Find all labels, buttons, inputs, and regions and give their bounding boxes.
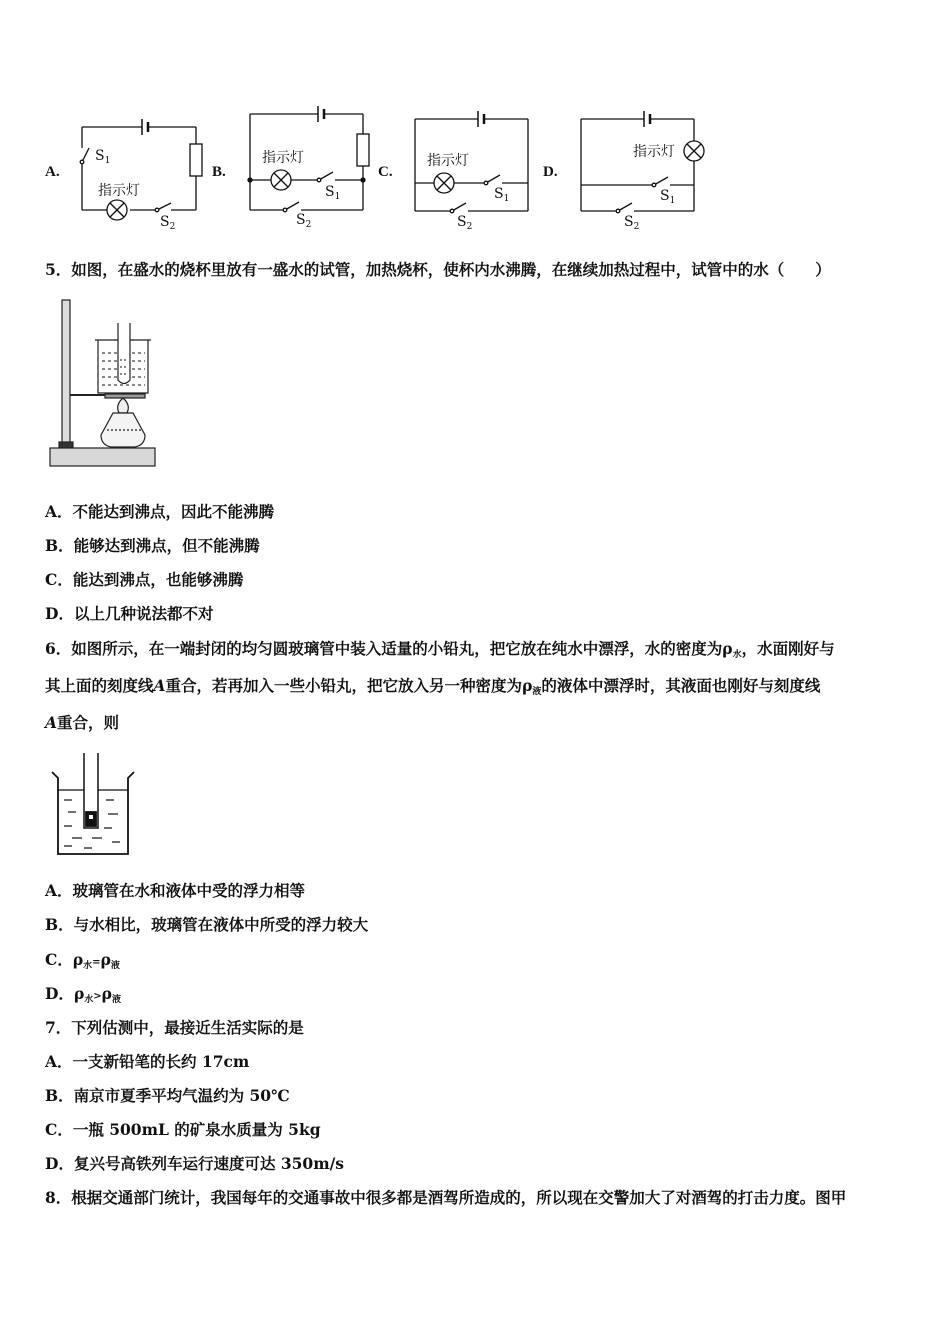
circuit-d-s1-label: $S_1$ [660, 188, 676, 206]
q6-option-a: A．玻璃管在水和液体中受的浮力相等 [45, 881, 306, 900]
q5-option-d: D．以上几种说法都不对 [45, 604, 214, 623]
circuit-a-s2-label: $S_2$ [160, 214, 176, 232]
circuit-option-a-letter: A. [45, 164, 60, 180]
circuit-diagram-a [75, 110, 205, 235]
q7-option-b: B．南京市夏季平均气温约为 50℃ [45, 1086, 290, 1105]
q5-stem: 5．如图，在盛水的烧杯里放有一盛水的试管，加热烧杯，使杯内水沸腾，在继续加热过程中，试管中的水（ ） [45, 260, 831, 279]
q6-floating-tube-figure [48, 750, 138, 860]
q5-beaker-heating-figure [45, 295, 160, 473]
circuit-a-s1-label: $S_1$ [95, 148, 111, 166]
circuit-b-lamp-label: 指示灯 [262, 150, 304, 166]
circuit-b-s1-label: $S_1$ [325, 184, 341, 202]
circuit-option-b-letter: B. [212, 164, 226, 180]
q5-option-a: A．不能达到沸点，因此不能沸腾 [45, 502, 275, 521]
q6-option-b: B．与水相比，玻璃管在液体中所受的浮力较大 [45, 915, 369, 934]
q6-option-d: D．$\rho_水>\rho_液$ [45, 984, 121, 1005]
q6-stem-line-3: A重合，则 [45, 713, 120, 732]
circuit-c-lamp-label: 指示灯 [427, 153, 469, 169]
circuit-c-s2-label: $S_2$ [457, 214, 473, 232]
circuit-diagram-d [574, 105, 709, 230]
q7-option-c: C．一瓶 500mL 的矿泉水质量为 5kg [45, 1120, 321, 1139]
circuit-d-lamp-label: 指示灯 [633, 144, 675, 160]
q6-stem-line-1: 6．如图所示，在一端封闭的均匀圆玻璃管中装入适量的小铅丸，把它放在纯水中漂浮，水的密度为$\rho_水$，水面刚好与 [45, 639, 835, 660]
circuit-a-lamp-label: 指示灯 [98, 183, 140, 199]
circuit-option-c-letter: C. [378, 164, 393, 180]
circuit-d-s2-label: $S_2$ [624, 214, 640, 232]
q8-stem: 8．根据交通部门统计，我国每年的交通事故中很多都是酒驾所造成的，所以现在交警加大了对酒驾的打击力度。图甲 [45, 1188, 847, 1207]
q5-option-b: B．能够达到沸点，但不能沸腾 [45, 536, 260, 555]
circuit-b-s2-label: $S_2$ [296, 212, 312, 230]
q7-option-d: D．复兴号高铁列车运行速度可达 350m/s [45, 1154, 344, 1173]
q7-option-a: A．一支新铅笔的长约 17cm [45, 1052, 250, 1071]
q6-option-c: C．$\rho_水=\rho_液$ [45, 950, 120, 971]
circuit-c-s1-label: $S_1$ [494, 186, 510, 204]
q6-stem-line-2: 其上面的刻度线A重合，若再加入一些小铅丸，把它放入另一种密度为$\rho_液$的液体中漂浮时，其液面也刚好与刻度线 [45, 676, 821, 697]
circuit-option-d-letter: D. [543, 164, 558, 180]
q5-option-c: C．能达到沸点，也能够沸腾 [45, 570, 244, 589]
q7-stem: 7．下列估测中，最接近生活实际的是 [45, 1018, 304, 1037]
